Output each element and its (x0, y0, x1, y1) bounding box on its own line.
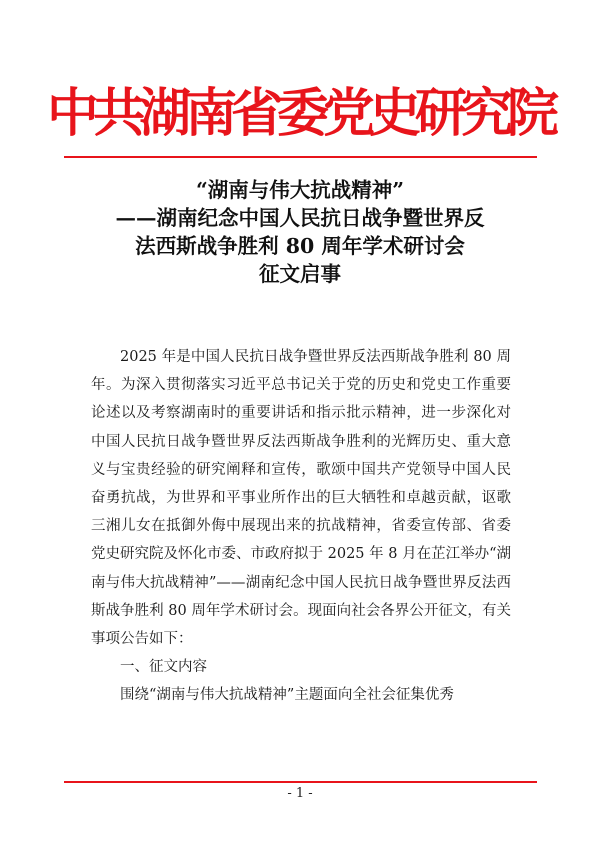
title-line-4: 征文启事 (259, 262, 341, 286)
document-body (91, 343, 511, 710)
section-heading: 一、征文内容 (120, 659, 207, 676)
title-line-1: “湖南与伟大抗战精神” (195, 178, 405, 202)
title-line-2: ——湖南纪念中国人民抗日战争暨世界反 (115, 206, 485, 230)
intro-paragraph: 2025 年是中国人民抗日战争暨世界反法西斯战争胜利 80 周年。为深入贯彻落实习近平总书记关于党的历史和党史工作重要论述以及考察湖南时的重要讲话和指示批示精神，进一步深化对中国人民抗日战争暨世界反法西斯战争胜利的光辉历史、重大意义与宝贵经验的研究阐释和宣传，歌颂中国共产党领导中国人民奋勇抗战，为世界和平事业所作出的巨大牺牲和卓越贡献，讴歌三湘儿女在抵御外侮中展现出来的抗战精神，省委宣传部、省委党史研究院及怀化市委、市政府拟于 2025 年 8 月在芷江举办“湖南与伟大抗战精神”——湖南纪念中国人民抗日战争暨世界反法西斯战争胜利 80 周年学术研讨会。现面向社会各界公开征文，有关事项公告如下： (91, 349, 511, 648)
title-line-3: 法西斯战争胜利 80 周年学术研讨会 (135, 234, 465, 258)
footer-divider (64, 781, 537, 783)
page-number: - 1 - (287, 786, 313, 801)
document-title (60, 176, 540, 288)
masthead-title: 中共湖南省委党史研究院 (46, 83, 553, 144)
masthead-divider (64, 156, 537, 158)
section-paragraph: 围绕“湖南与伟大抗战精神”主题面向全社会征集优秀 (120, 687, 454, 704)
